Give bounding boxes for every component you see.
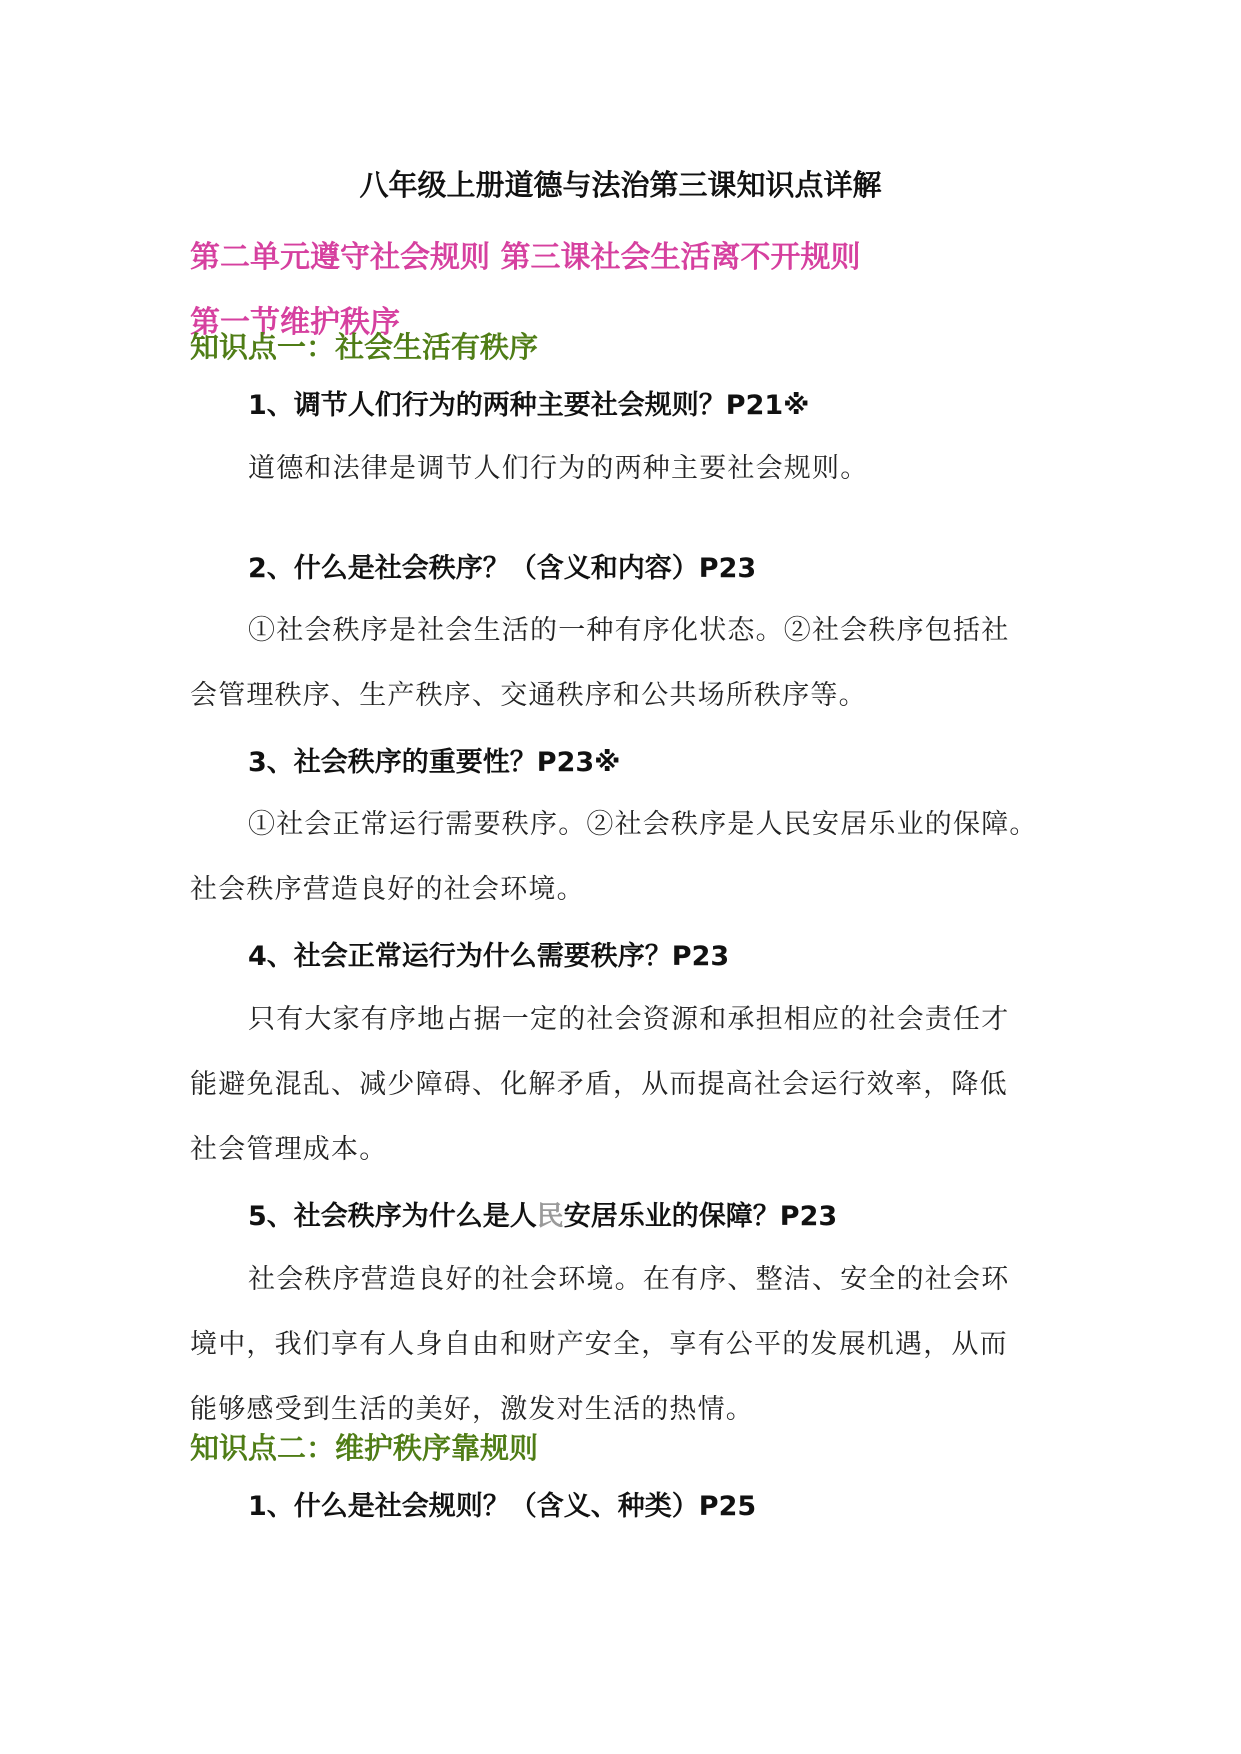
question-text: 安居乐业的保障？P23 bbox=[563, 1201, 838, 1232]
answer-paragraph bbox=[190, 987, 1080, 1182]
answer-line: ①社会秩序是社会生活的一种有序化状态。②社会秩序包括社 bbox=[248, 615, 1010, 646]
answer-paragraph bbox=[190, 436, 1080, 501]
question-heading: 1、调节人们行为的两种主要社会规则？P21※ bbox=[248, 390, 810, 421]
question-heading: 2、什么是社会秩序？（含义和内容）P23 bbox=[248, 553, 757, 584]
answer-paragraph bbox=[190, 598, 1080, 728]
question-heading: 1、什么是社会规则？（含义、种类）P25 bbox=[248, 1491, 757, 1522]
knowledge-point-heading: 知识点一：社会生活有秩序 bbox=[190, 330, 539, 364]
unit-heading: 第二单元遵守社会规则 第三课社会生活离不开规则 bbox=[190, 240, 861, 275]
answer-line: 能避免混乱、减少障碍、化解矛盾，从而提高社会运行效率，降低 bbox=[190, 1069, 1008, 1100]
answer-line: 能够感受到生活的美好，激发对生活的热情。 bbox=[190, 1394, 754, 1425]
question-text: 5、社会秩序为什么是人 bbox=[248, 1201, 537, 1232]
answer-line: 道德和法律是调节人们行为的两种主要社会规则。 bbox=[248, 453, 869, 484]
answer-line: 境中，我们享有人身自由和财产安全，享有公平的发展机遇，从而 bbox=[190, 1329, 1008, 1360]
answer-line: 社会秩序营造良好的社会环境。在有序、整洁、安全的社会环 bbox=[248, 1264, 1010, 1295]
section-heading: 第一节维护秩序 bbox=[190, 305, 400, 340]
knowledge-point-heading: 知识点二：维护秩序靠规则 bbox=[190, 1431, 539, 1465]
question-text-faded: 民 bbox=[536, 1201, 564, 1232]
answer-line: 会管理秩序、生产秩序、交通秩序和公共场所秩序等。 bbox=[190, 680, 867, 711]
answer-line: ①社会正常运行需要秩序。②社会秩序是人民安居乐业的保障。 bbox=[248, 809, 1038, 840]
question-heading bbox=[190, 1195, 1080, 1239]
document-title: 八年级上册道德与法治第三课知识点详解 bbox=[359, 168, 882, 202]
question-heading: 4、社会正常运行为什么需要秩序？P23 bbox=[248, 941, 730, 972]
answer-line: 社会秩序营造良好的社会环境。 bbox=[190, 874, 585, 905]
answer-paragraph bbox=[190, 1247, 1080, 1442]
answer-line: 社会管理成本。 bbox=[190, 1134, 388, 1165]
answer-paragraph bbox=[190, 792, 1080, 922]
answer-line: 只有大家有序地占据一定的社会资源和承担相应的社会责任才 bbox=[248, 1004, 1010, 1035]
question-heading: 3、社会秩序的重要性？P23※ bbox=[248, 747, 621, 778]
